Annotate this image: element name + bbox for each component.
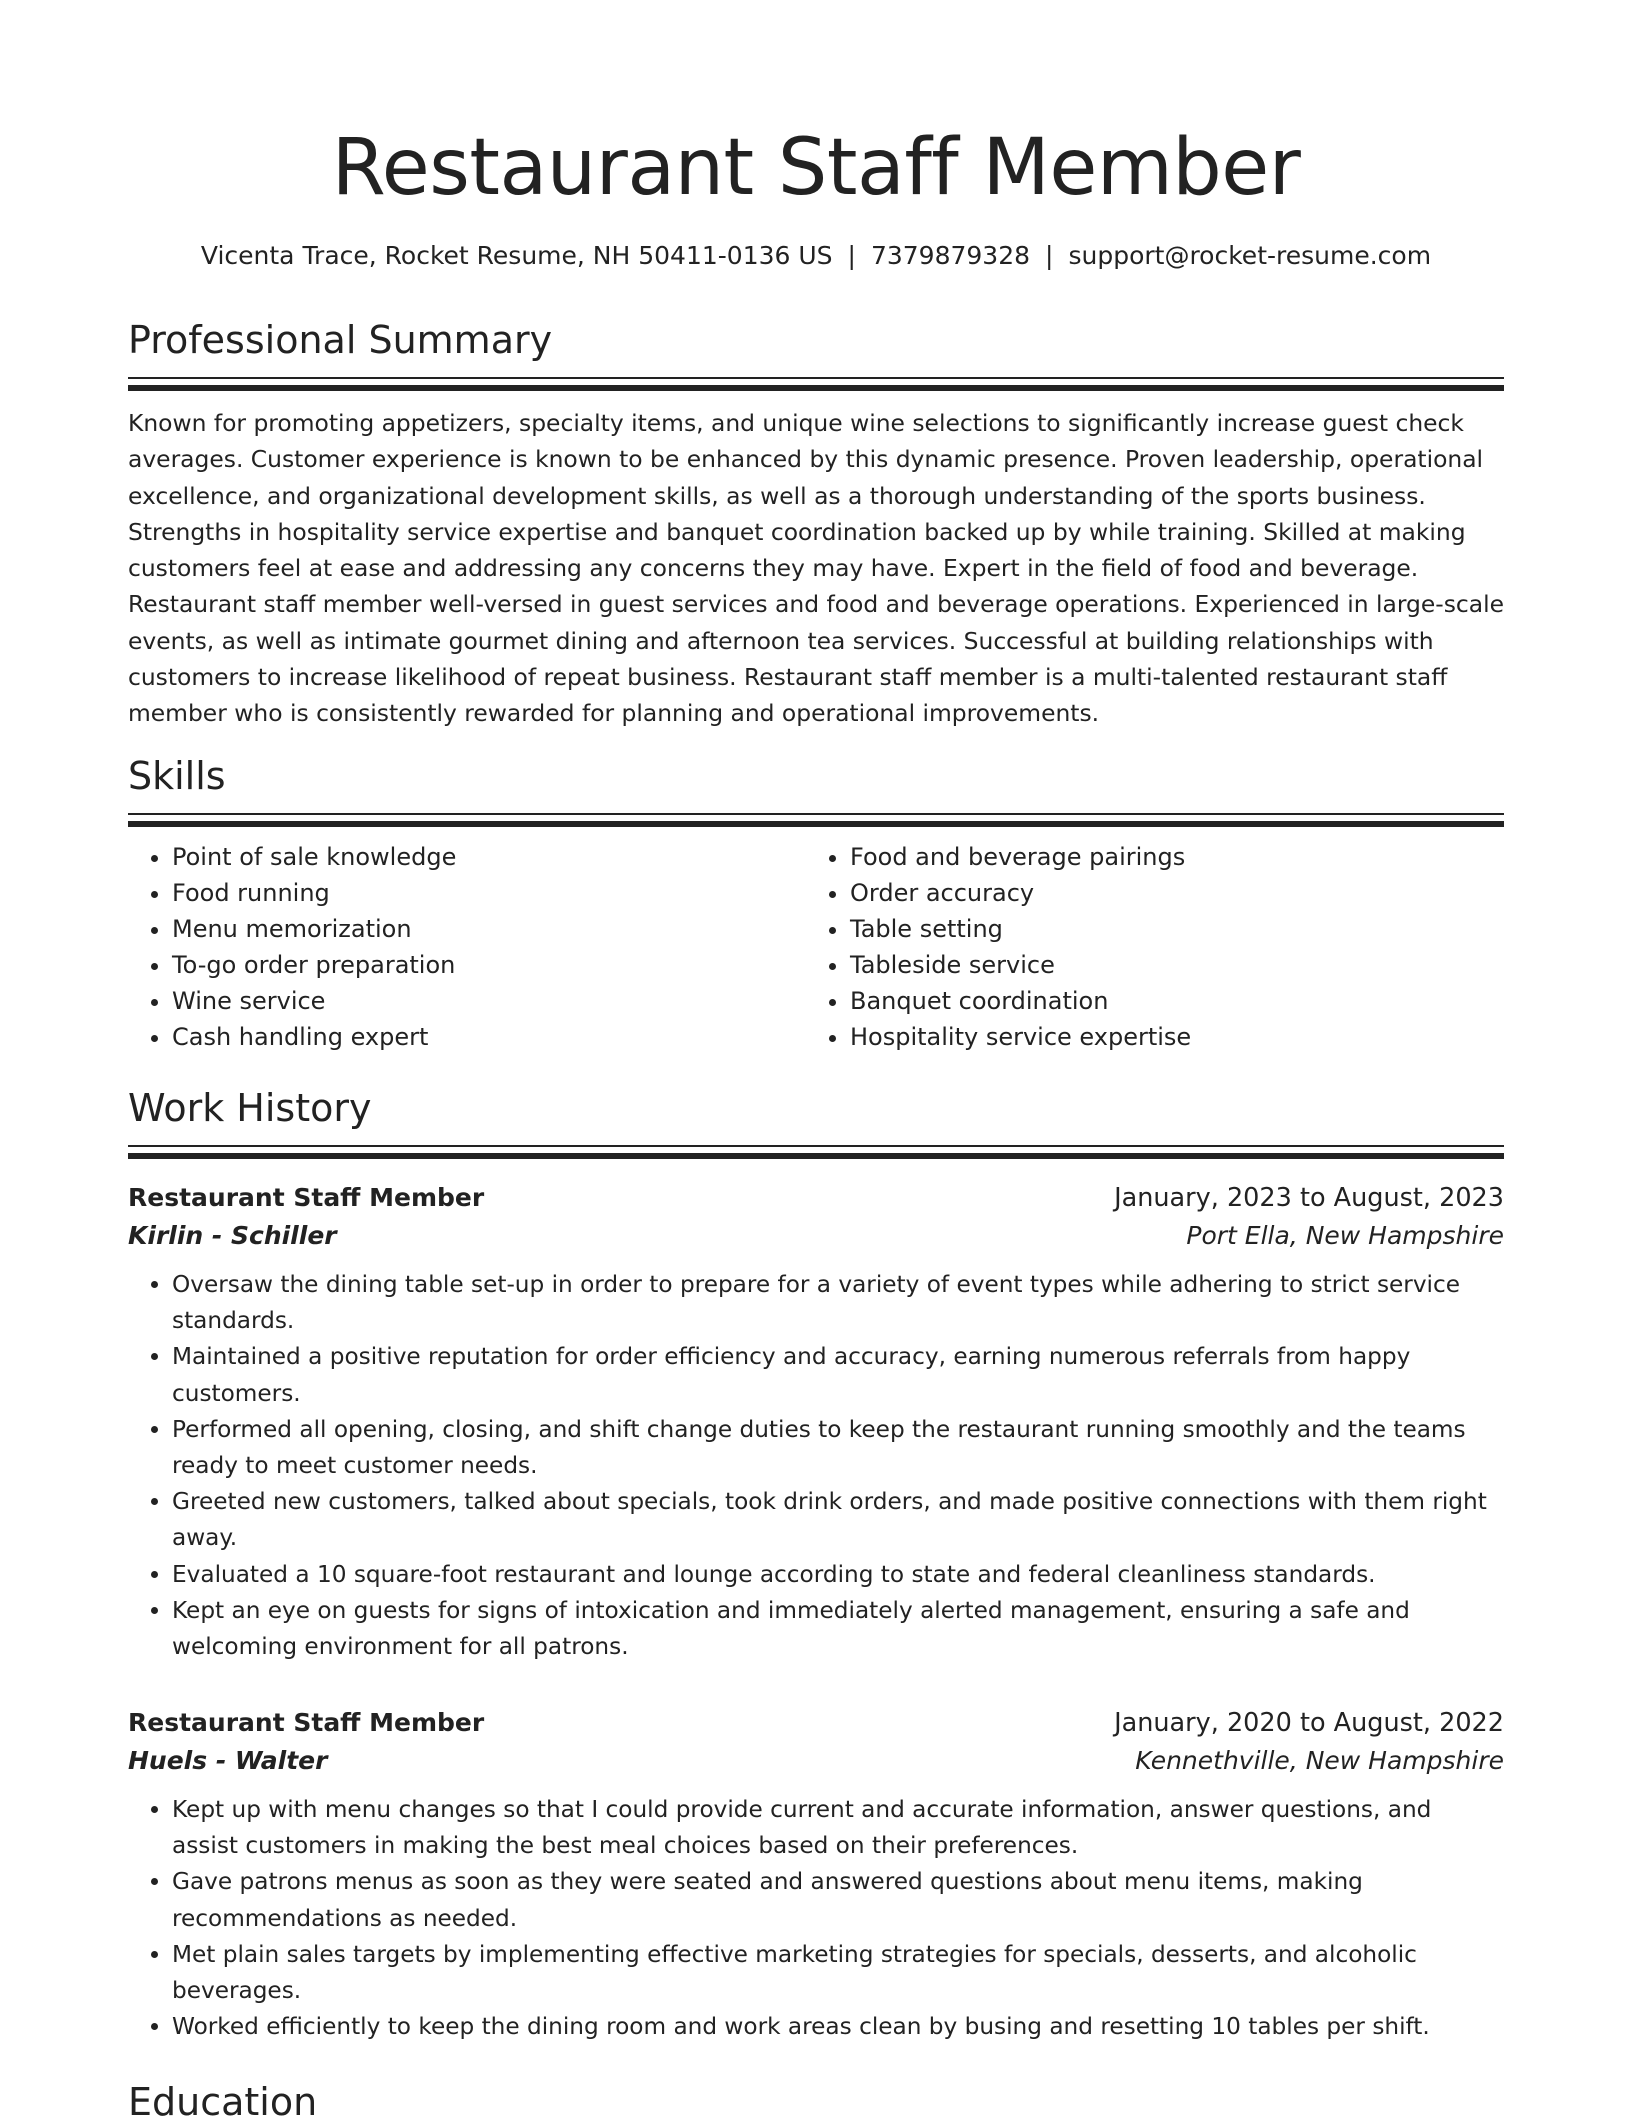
job-bullet: • Evaluated a 10 square-foot restaurant and lounge according to state and federal cleanliness standards. <box>172 1557 1504 1593</box>
job-bullet: • Oversaw the dining table set-up in order to prepare for a variety of event types while adhering to strict service standards. <box>172 1267 1504 1339</box>
section-rule-thick <box>128 385 1504 391</box>
skill-item: • Banquet coordination <box>850 983 1484 1019</box>
skill-item: • Table setting <box>850 911 1484 947</box>
skill-item: • Food and beverage pairings <box>850 839 1484 875</box>
job-company-row <box>128 1217 1504 1255</box>
skill-item: • To-go order preparation <box>172 947 806 983</box>
section-rule-thick <box>128 1153 1504 1159</box>
contact-address: Vicenta Trace, Rocket Resume, NH 50411-0136 US <box>200 241 833 270</box>
contact-separator: | <box>847 241 856 270</box>
summary-text: Known for promoting appetizers, specialty items, and unique wine selections to significantly increase guest check averages. Customer experience is known to be enhanced by this dynamic presence. Proven leadership, operational excellence, and organizational development skills, as well as a thorough understanding of the sports business. Strengths in hospitality service expertise and banquet coordination backed up by while training. Skilled at making customers feel at ease and addressing any concerns they may have. Expert in the field of food and beverage. Restaurant staff member well-versed in guest services and food and beverage operations. Experienced in large-scale events, as well as intimate gourmet dining and afternoon tea services. Successful at building relationships with customers to increase likelihood of repeat business. Restaurant staff member is a multi-talented restaurant staff member who is consistently rewarded for planning and operational improvements. <box>128 409 1504 728</box>
skill-item: • Food running <box>172 875 806 911</box>
skill-item: • Tableside service <box>850 947 1484 983</box>
contact-email: support@rocket-resume.com <box>1068 241 1432 270</box>
contact-separator: | <box>1045 241 1054 270</box>
job-bullet: • Met plain sales targets by implementing effective marketing strategies for specials, desserts, and alcoholic beverages. <box>172 1937 1504 2009</box>
skill-item: • Cash handling expert <box>172 1019 806 1055</box>
job-entry <box>128 1179 1504 1665</box>
skills-list-left <box>128 839 806 1055</box>
skill-item: • Hospitality service expertise <box>850 1019 1484 1055</box>
job-title: Restaurant Staff Member <box>128 1708 485 1737</box>
job-dates: January, 2020 to August, 2022 <box>1114 1708 1504 1738</box>
summary-section <box>128 315 1504 732</box>
section-rule-thin <box>128 813 1504 815</box>
job-company-row <box>128 1742 1504 1780</box>
job-bullet-list <box>128 1267 1504 1665</box>
skill-item: • Order accuracy <box>850 875 1484 911</box>
section-heading: Work History <box>128 1086 372 1130</box>
job-bullet: • Performed all opening, closing, and shift change duties to keep the restaurant running smoothly and the teams ready to meet customer needs. <box>172 1412 1504 1484</box>
section-rule-thin <box>128 377 1504 379</box>
job-header-row <box>128 1179 1504 1217</box>
skill-item: • Wine service <box>172 983 806 1019</box>
job-bullet-list <box>128 1792 1504 2045</box>
skills-columns <box>128 839 1504 1055</box>
job-location: Kennethville, New Hampshire <box>1135 1746 1504 1775</box>
section-rule-thick <box>128 821 1504 827</box>
section-rule-thin <box>128 1145 1504 1147</box>
job-dates: January, 2023 to August, 2023 <box>1114 1183 1504 1213</box>
work-history-section <box>128 1083 1504 1159</box>
job-bullet: • Greeted new customers, talked about specials, took drink orders, and made positive connections with them right away. <box>172 1484 1504 1556</box>
section-heading: Professional Summary <box>128 318 553 362</box>
job-bullet: • Kept up with menu changes so that I could provide current and accurate information, answer questions, and assist customers in making the best meal choices based on their preferences. <box>172 1792 1504 1864</box>
job-company: Kirlin - Schiller <box>128 1221 337 1250</box>
skills-section <box>128 751 1504 1055</box>
skill-item: • Point of sale knowledge <box>172 839 806 875</box>
contact-line <box>128 238 1504 274</box>
contact-phone: 7379879328 <box>870 241 1031 270</box>
resume-title: Restaurant Staff Member <box>331 123 1301 213</box>
job-title: Restaurant Staff Member <box>128 1183 485 1212</box>
job-company: Huels - Walter <box>128 1746 328 1775</box>
job-entry <box>128 1704 1504 2045</box>
job-bullet: • Worked efficiently to keep the dining room and work areas clean by busing and resetting 10 tables per shift. <box>172 2009 1504 2045</box>
section-heading: Skills <box>128 754 226 798</box>
job-bullet: • Kept an eye on guests for signs of intoxication and immediately alerted management, ensuring a safe and welcoming environment for all patrons. <box>172 1593 1504 1665</box>
section-heading: Education <box>128 2080 318 2124</box>
job-location: Port Ella, New Hampshire <box>1186 1221 1504 1250</box>
skills-list-right <box>806 839 1484 1055</box>
job-bullet: • Maintained a positive reputation for order efficiency and accuracy, earning numerous referrals from happy customers. <box>172 1339 1504 1411</box>
job-header-row <box>128 1704 1504 1742</box>
job-bullet: • Gave patrons menus as soon as they were seated and answered questions about menu items, making recommendations as needed. <box>172 1864 1504 1936</box>
skill-item: • Menu memorization <box>172 911 806 947</box>
education-section <box>128 2077 1504 2127</box>
